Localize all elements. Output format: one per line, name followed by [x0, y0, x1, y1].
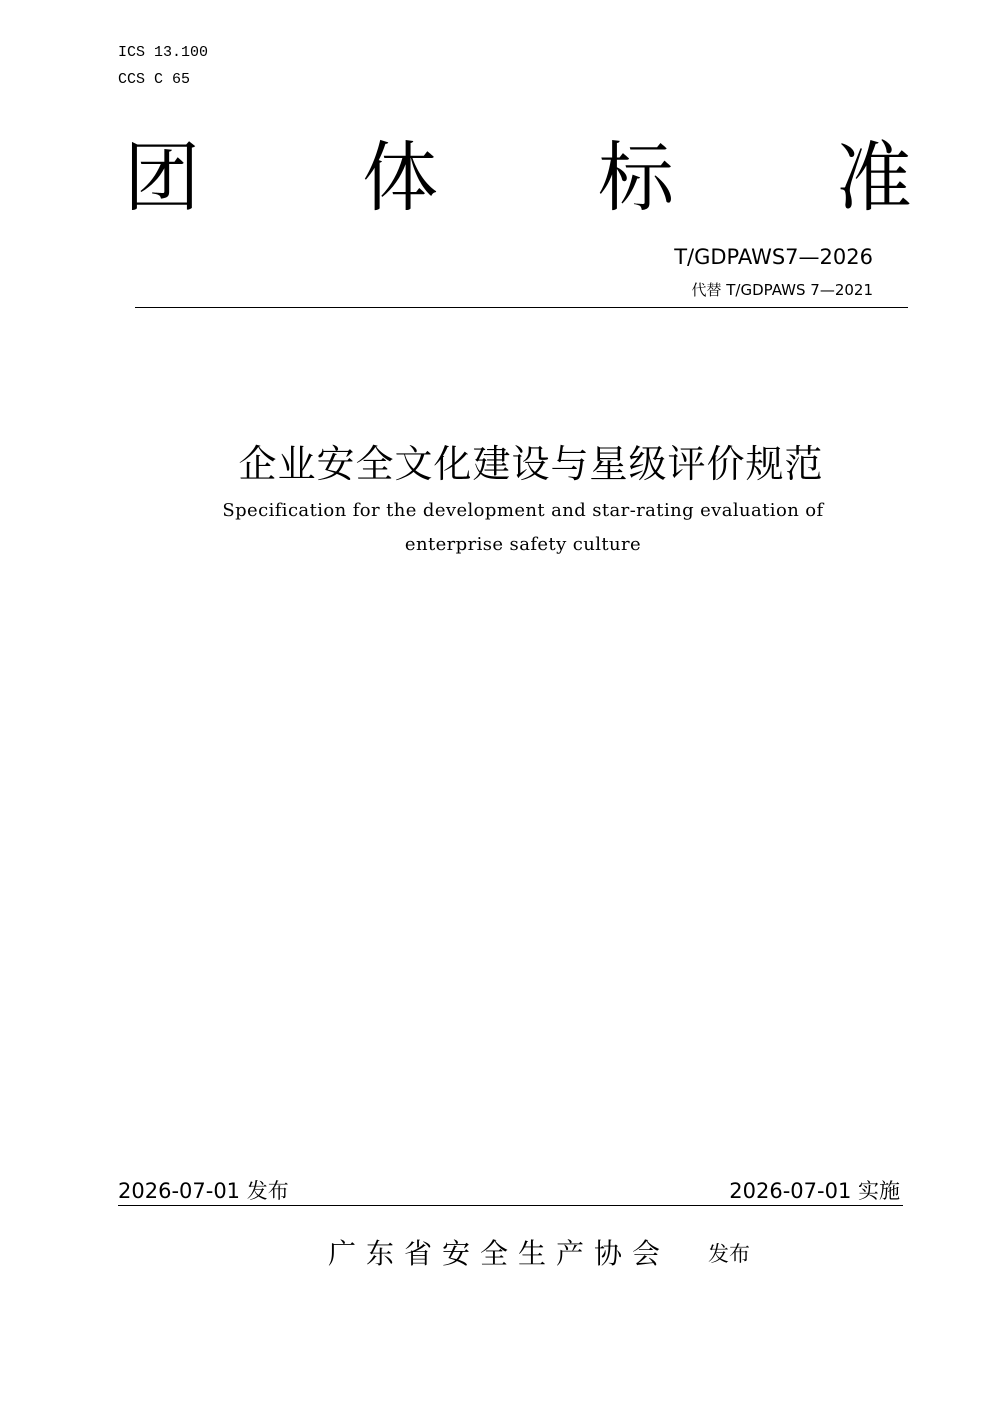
ccs-code: CCS C 65 — [118, 71, 191, 88]
title-english-line-2: enterprise safety culture — [404, 534, 642, 555]
title-english-line-1: Specification for the development and star-rating evaluation of — [222, 500, 824, 521]
top-divider — [135, 307, 908, 308]
title-chinese: 企业安全文化建设与星级评价规范 — [238, 442, 824, 486]
publish-date: 2026-07-01 发布 — [118, 1179, 289, 1203]
implement-date: 2026-07-01 实施 — [729, 1179, 900, 1203]
header-char-2: 体 — [362, 133, 438, 222]
standard-number: T/GDPAWS7—2026 — [674, 245, 873, 269]
replaces-standard: 代替 T/GDPAWS 7—2021 — [691, 281, 873, 299]
bottom-divider — [118, 1205, 903, 1206]
header-char-4: 准 — [836, 133, 912, 222]
header-char-1: 团 — [124, 133, 200, 222]
issuer-name: 广东省安全生产协会 — [328, 1237, 671, 1270]
issuer-suffix: 发布 — [708, 1242, 750, 1266]
ics-code: ICS 13.100 — [118, 44, 209, 61]
header-char-3: 标 — [598, 133, 674, 222]
